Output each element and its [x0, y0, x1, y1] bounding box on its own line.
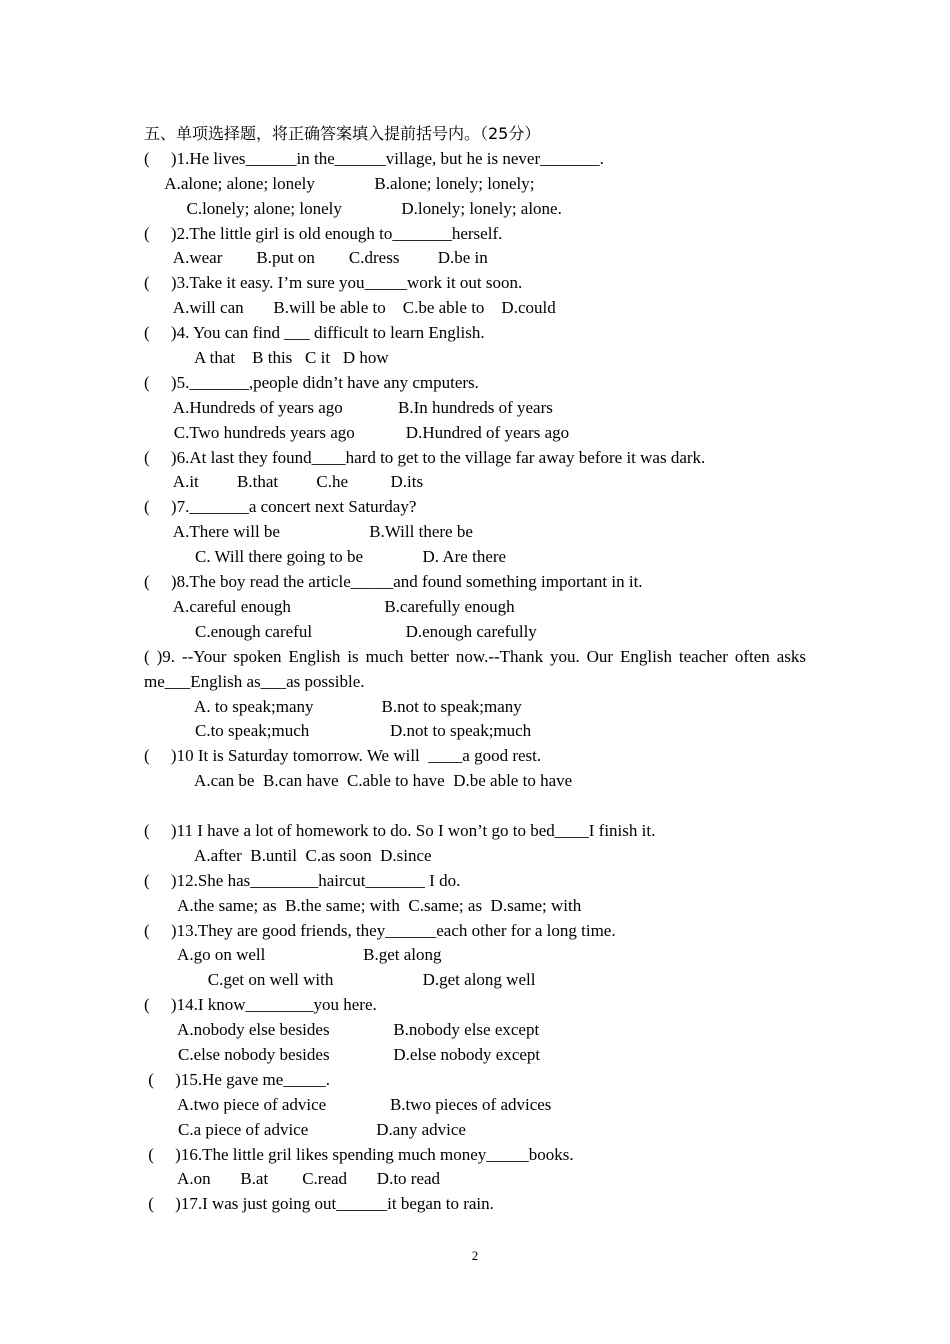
- question-17: ( )17.I was just going out______it began to rain.: [144, 1194, 494, 1214]
- question-6: ( )6.At last they found____hard to get to the village far away before it was dark.: [144, 447, 706, 467]
- question-10-options: A.can be B.can have C.able to have D.be able to have: [144, 771, 573, 791]
- page-number: 2: [471, 1248, 479, 1263]
- question-7-options-line-1: A.There will be B.Will there be: [144, 522, 473, 542]
- question-14: ( )14.I know________you here.: [144, 995, 377, 1015]
- question-14-options-line-1: A.nobody else besides B.nobody else except: [144, 1020, 540, 1040]
- question-10: ( )10 It is Saturday tomorrow. We will ____a good rest.: [144, 746, 542, 766]
- section-title: 五、单项选择题，将正确答案填入提前括号内。（25分）: [144, 124, 541, 143]
- question-14-options-line-2: C.else nobody besides D.else nobody except: [144, 1044, 541, 1064]
- question-12-options: A.the same; as B.the same; with C.same; as D.same; with: [144, 895, 582, 915]
- question-13: ( )13.They are good friends, they______each other for a long time.: [144, 920, 616, 940]
- question-16-options: A.on B.at C.read D.to read: [144, 1169, 441, 1189]
- question-15-options-line-2: C.a piece of advice D.any advice: [144, 1119, 466, 1139]
- question-7: ( )7._______a concert next Saturday?: [144, 497, 417, 517]
- question-5: ( )5._______,people didn’t have any cmputers.: [144, 372, 479, 392]
- question-7-options-line-2: C. Will there going to be D. Are there: [144, 547, 507, 567]
- question-6-options: A.it B.that C.he D.its: [144, 472, 424, 492]
- question-13-options-line-2: C.get on well with D.get along well: [144, 970, 536, 990]
- question-15-options-line-1: A.two piece of advice B.two pieces of advices: [144, 1094, 552, 1114]
- question-3-options: A.will can B.will be able to C.be able to D.could: [144, 298, 556, 318]
- question-11-options: A.after B.until C.as soon D.since: [144, 845, 432, 865]
- question-4-options: A that B this C it D how: [144, 348, 389, 368]
- question-1-options-line-2: C.lonely; alone; lonely D.lonely; lonely; alone.: [144, 198, 562, 218]
- question-9-options-line-1: A. to speak;many B.not to speak;many: [144, 696, 522, 716]
- question-11: ( )11 I have a lot of homework to do. So I won’t go to bed____I finish it.: [144, 820, 656, 840]
- blank-line: [144, 794, 806, 819]
- question-9-options-line-2: C.to speak;much D.not to speak;much: [144, 721, 532, 741]
- question-16: ( )16.The little gril likes spending much money_____books.: [144, 1144, 574, 1164]
- question-1: ( )1.He lives______in the______village, but he is never_______.: [144, 148, 604, 168]
- question-3: ( )3.Take it easy. I’m sure you_____work it out soon.: [144, 273, 523, 293]
- question-8-options-line-1: A.careful enough B.carefully enough: [144, 596, 515, 616]
- question-section: [144, 122, 806, 1217]
- question-13-options-line-1: A.go on well B.get along: [144, 945, 442, 965]
- question-1-options-line-1: A.alone; alone; lonely B.alone; lonely; lonely;: [144, 173, 535, 193]
- question-8: ( )8.The boy read the article_____and found something important in it.: [144, 572, 643, 592]
- question-5-options-line-2: C.Two hundreds years ago D.Hundred of years ago: [144, 422, 570, 442]
- question-5-options-line-1: A.Hundreds of years ago B.In hundreds of years: [144, 397, 553, 417]
- question-12: ( )12.She has________haircut_______ I do.: [144, 870, 461, 890]
- question-9: ( )9. --Your spoken English is much better now.--Thank you. Our English teacher often asks me___English as___as possible.: [144, 646, 806, 691]
- question-8-options-line-2: C.enough careful D.enough carefully: [144, 621, 537, 641]
- question-15: ( )15.He gave me_____.: [144, 1069, 331, 1089]
- question-2: ( )2.The little girl is old enough to_______herself.: [144, 223, 503, 243]
- question-2-options: A.wear B.put on C.dress D.be in: [144, 248, 488, 268]
- question-4: ( )4. You can find ___ difficult to learn English.: [144, 323, 485, 343]
